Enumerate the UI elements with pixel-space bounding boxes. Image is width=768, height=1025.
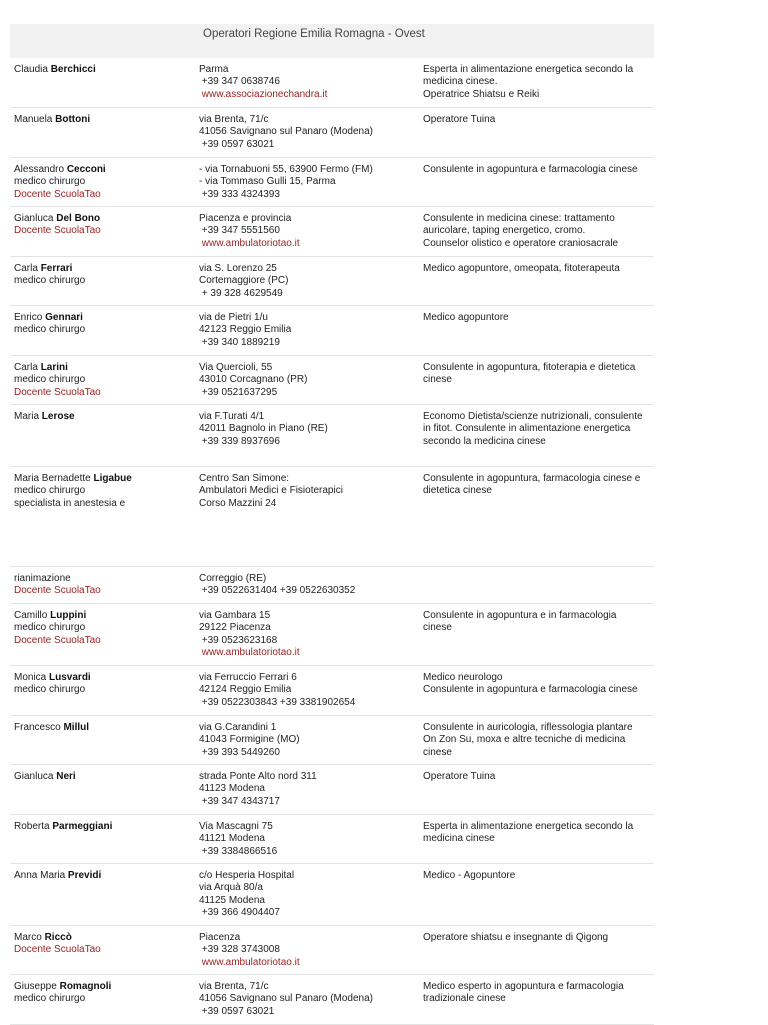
description-text: Consulente in auricologia, riflessologia plantare On Zon Su, moxa e altre tecniche di medicina cinese bbox=[423, 722, 633, 758]
address-line: 41056 Savignano sul Panaro (Modena) bbox=[199, 126, 374, 138]
address-line: +39 0522303843 +39 3381902654 bbox=[199, 696, 356, 708]
section-title: Operatori Regione Emilia Romagna - Ovest bbox=[203, 28, 425, 40]
website-link[interactable]: www.ambulatoriotao.it bbox=[199, 237, 300, 249]
first-name: Manuela bbox=[14, 114, 53, 125]
table-row bbox=[10, 604, 654, 666]
address-cell bbox=[199, 573, 423, 603]
operator-name-cell bbox=[10, 312, 199, 355]
address-line: via Ferruccio Ferrari 6 bbox=[199, 672, 297, 683]
table-row bbox=[10, 158, 654, 207]
description-text: Medico esperto in agopuntura e farmacologia tradizionale cinese bbox=[423, 981, 624, 1005]
address-cell bbox=[199, 610, 423, 665]
website-link[interactable]: www.ambulatoriotao.it bbox=[199, 647, 300, 659]
address-cell bbox=[199, 411, 423, 466]
operator-name bbox=[14, 473, 199, 485]
description-cell bbox=[423, 722, 654, 764]
last-name: Riccò bbox=[44, 932, 72, 943]
operator-name-cell bbox=[10, 64, 199, 107]
last-name: Berchicci bbox=[50, 64, 96, 75]
last-name: Neri bbox=[56, 771, 76, 782]
last-name: Previdi bbox=[67, 870, 102, 881]
table-header bbox=[10, 24, 654, 58]
description-text: Medico - Agopuntore bbox=[423, 870, 516, 881]
address-line: via S. Lorenzo 25 bbox=[199, 263, 277, 274]
table-row bbox=[10, 108, 654, 158]
description-text: Medico neurologo bbox=[423, 672, 503, 683]
operator-name bbox=[14, 411, 199, 423]
last-name: Luppini bbox=[50, 610, 87, 621]
description-cell bbox=[423, 573, 654, 603]
docente-badge[interactable]: Docente ScuolaTao bbox=[14, 386, 101, 398]
address-line: +39 339 8937696 bbox=[199, 435, 280, 447]
operator-name-cell bbox=[10, 932, 199, 974]
description-cell bbox=[423, 64, 654, 107]
address-line: Piacenza bbox=[199, 932, 241, 943]
address-line: +39 340 1889219 bbox=[199, 336, 280, 348]
table-row bbox=[10, 356, 654, 405]
address-cell bbox=[199, 932, 423, 974]
address-line: via Brenta, 71/c bbox=[199, 114, 269, 125]
address-line: via Arquà 80/a bbox=[199, 882, 263, 894]
operator-name bbox=[14, 821, 199, 833]
description-text: Consulente in agopuntura, fitoterapia e dietetica cinese bbox=[423, 362, 636, 386]
operator-role: rianimazione bbox=[14, 573, 71, 584]
address-cell bbox=[199, 114, 423, 157]
description-text: Esperta in alimentazione energetica secondo la medicina cinese bbox=[423, 821, 634, 845]
description-cell bbox=[423, 771, 654, 814]
address-line: Parma bbox=[199, 64, 229, 75]
docente-badge[interactable]: Docente ScuolaTao bbox=[14, 225, 101, 237]
operators-table-page-1 bbox=[10, 58, 654, 517]
address-line: Corso Mazzini 24 bbox=[199, 497, 277, 509]
operator-name bbox=[14, 672, 199, 684]
last-name: Del Bono bbox=[56, 213, 101, 224]
table-row bbox=[10, 765, 654, 815]
last-name: Bottoni bbox=[55, 114, 91, 125]
description-text: Operatrice Shiatsu e Reiki bbox=[423, 88, 540, 100]
address-line: +39 333 4324393 bbox=[199, 188, 280, 200]
address-line: + 39 328 4629549 bbox=[199, 287, 283, 299]
table-row bbox=[10, 666, 654, 716]
last-name: Romagnoli bbox=[59, 981, 112, 992]
address-line: +39 3384866516 bbox=[199, 845, 278, 857]
operator-role: specialista in anestesia e bbox=[14, 497, 126, 509]
last-name: Lerose bbox=[41, 411, 75, 422]
address-cell bbox=[199, 672, 423, 715]
address-line: 41121 Modena bbox=[199, 833, 265, 845]
operator-name-cell bbox=[10, 473, 199, 517]
address-line: 42123 Reggio Emilia bbox=[199, 324, 292, 336]
operator-role: medico chirurgo bbox=[14, 275, 86, 287]
description-cell bbox=[423, 610, 654, 665]
operator-name-cell bbox=[10, 981, 199, 1024]
table-row bbox=[10, 58, 654, 108]
description-cell bbox=[423, 213, 654, 256]
description-text: Economo Dietista/scienze nutrizionali, consulente in fitot. Consulente in alimentazione energetica secondo la medicina cinese bbox=[423, 411, 643, 447]
address-line: via Gambara 15 bbox=[199, 610, 271, 621]
address-line: via G.Carandini 1 bbox=[199, 722, 277, 733]
operator-role: medico chirurgo bbox=[14, 176, 86, 188]
description-cell bbox=[423, 981, 654, 1024]
table-row bbox=[10, 207, 654, 257]
first-name: Anna Maria bbox=[14, 870, 66, 881]
address-cell bbox=[199, 870, 423, 925]
description-text: Operatore shiatsu e insegnante di Qigong bbox=[423, 932, 609, 943]
last-name: Ferrari bbox=[40, 263, 73, 274]
operator-name bbox=[14, 312, 199, 324]
docente-badge[interactable]: Docente ScuolaTao bbox=[14, 634, 101, 646]
table-row bbox=[10, 864, 654, 926]
address-line: 41125 Modena bbox=[199, 894, 265, 906]
address-cell bbox=[199, 473, 423, 517]
operator-name-cell bbox=[10, 821, 199, 863]
operator-role: medico chirurgo bbox=[14, 622, 86, 634]
operator-role: medico chirurgo bbox=[14, 485, 86, 497]
operator-role: medico chirurgo bbox=[14, 324, 86, 336]
description-cell bbox=[423, 473, 654, 517]
last-name: Parmeggiani bbox=[52, 821, 113, 832]
operator-name bbox=[14, 263, 199, 275]
last-name: Lusvardi bbox=[49, 672, 91, 683]
operator-name bbox=[14, 932, 199, 944]
address-line: +39 0521637295 bbox=[199, 386, 278, 398]
address-cell bbox=[199, 821, 423, 863]
address-line: +39 366 4904407 bbox=[199, 907, 280, 919]
docente-badge[interactable]: Docente ScuolaTao bbox=[14, 188, 101, 200]
description-cell bbox=[423, 870, 654, 925]
description-cell bbox=[423, 164, 654, 206]
description-cell bbox=[423, 263, 654, 305]
last-name: Millul bbox=[63, 722, 90, 733]
address-cell bbox=[199, 362, 423, 404]
address-line: +39 0523623168 bbox=[199, 634, 278, 646]
operator-name bbox=[14, 722, 199, 734]
address-line: Via Mascagni 75 bbox=[199, 821, 273, 832]
operator-name bbox=[14, 981, 199, 993]
first-name: Carla bbox=[14, 263, 38, 274]
operator-name-cell bbox=[10, 771, 199, 814]
address-cell bbox=[199, 263, 423, 305]
description-text: Consulente in agopuntura e farmacologia cinese bbox=[423, 684, 638, 696]
first-name: Monica bbox=[14, 672, 47, 683]
first-name: Carla bbox=[14, 362, 38, 373]
operator-name-cell bbox=[10, 362, 199, 404]
operator-role: medico chirurgo bbox=[14, 374, 86, 386]
address-line: c/o Hesperia Hospital bbox=[199, 870, 295, 881]
description-cell bbox=[423, 411, 654, 466]
description-text: Operatore Tuina bbox=[423, 114, 496, 125]
address-line: 43010 Corcagnano (PR) bbox=[199, 374, 308, 386]
address-line: - via Tommaso Gulli 15, Parma bbox=[199, 176, 336, 188]
description-text: Counselor olistico e operatore craniosacrale bbox=[423, 237, 619, 249]
address-line: +39 347 4343717 bbox=[199, 795, 280, 807]
address-line: 42124 Reggio Emilia bbox=[199, 684, 292, 696]
operator-name bbox=[14, 362, 199, 374]
description-text: Consulente in agopuntura e in farmacologia cinese bbox=[423, 610, 617, 634]
address-line: - via Tornabuoni 55, 63900 Fermo (FM) bbox=[199, 164, 373, 175]
table-row bbox=[10, 975, 654, 1025]
last-name: Larini bbox=[40, 362, 68, 373]
address-line: +39 0522631404 +39 0522630352 bbox=[199, 585, 356, 597]
operators-table-page-2 bbox=[10, 566, 654, 1025]
operator-name bbox=[14, 114, 199, 126]
description-cell bbox=[423, 114, 654, 157]
address-line: Ambulatori Medici e Fisioterapici bbox=[199, 485, 343, 497]
operator-name-cell bbox=[10, 722, 199, 764]
address-line: +39 0597 63021 bbox=[199, 1005, 275, 1017]
address-line: 41123 Modena bbox=[199, 783, 265, 795]
address-cell bbox=[199, 64, 423, 107]
table-row bbox=[10, 306, 654, 356]
address-line: Cortemaggiore (PC) bbox=[199, 275, 289, 287]
first-name: Gianluca bbox=[14, 771, 54, 782]
address-line: 41056 Savignano sul Panaro (Modena) bbox=[199, 993, 374, 1005]
address-line: Centro San Simone: bbox=[199, 473, 290, 484]
operator-name-cell bbox=[10, 870, 199, 925]
address-line: +39 393 5449260 bbox=[199, 746, 280, 758]
table-row bbox=[10, 926, 654, 975]
operator-role: medico chirurgo bbox=[14, 684, 86, 696]
description-text: Consulente in medicina cinese: trattamento auricolare, taping energetico, cromo. bbox=[423, 213, 615, 237]
table-row bbox=[10, 567, 654, 604]
description-cell bbox=[423, 932, 654, 974]
address-cell bbox=[199, 312, 423, 355]
operator-name-cell bbox=[10, 672, 199, 715]
address-line: 42011 Bagnolo in Piano (RE) bbox=[199, 423, 328, 435]
operator-name-cell bbox=[10, 573, 199, 603]
docente-badge[interactable]: Docente ScuolaTao bbox=[14, 585, 101, 597]
website-link[interactable]: www.ambulatoriotao.it bbox=[199, 956, 300, 968]
description-cell bbox=[423, 672, 654, 715]
description-text: Consulente in agopuntura e farmacologia cinese bbox=[423, 164, 638, 175]
first-name: Francesco bbox=[14, 722, 61, 733]
description-cell bbox=[423, 312, 654, 355]
first-name: Gianluca bbox=[14, 213, 54, 224]
table-row bbox=[10, 815, 654, 864]
operator-name bbox=[14, 64, 199, 76]
operator-name bbox=[14, 771, 199, 783]
operator-name bbox=[14, 164, 199, 176]
address-cell bbox=[199, 771, 423, 814]
address-line: via Brenta, 71/c bbox=[199, 981, 269, 992]
address-line: Piacenza e provincia bbox=[199, 213, 292, 224]
table-row bbox=[10, 467, 654, 517]
address-cell bbox=[199, 722, 423, 764]
first-name: Maria Bernadette bbox=[14, 473, 91, 484]
operator-name-cell bbox=[10, 411, 199, 466]
last-name: Gennari bbox=[45, 312, 83, 323]
operator-name bbox=[14, 610, 199, 622]
first-name: Claudia bbox=[14, 64, 48, 75]
address-line: via F.Turati 4/1 bbox=[199, 411, 265, 422]
first-name: Camillo bbox=[14, 610, 48, 621]
operator-name-cell bbox=[10, 263, 199, 305]
description-cell bbox=[423, 362, 654, 404]
website-link[interactable]: www.associazionechandra.it bbox=[199, 88, 328, 100]
address-line: strada Ponte Alto nord 311 bbox=[199, 771, 317, 782]
address-line: +39 347 0638746 bbox=[199, 76, 280, 88]
address-cell bbox=[199, 981, 423, 1024]
operator-name-cell bbox=[10, 610, 199, 665]
description-text: Medico agopuntore bbox=[423, 312, 509, 323]
operator-name bbox=[14, 870, 199, 882]
operator-name bbox=[14, 213, 199, 225]
last-name: Cecconi bbox=[66, 164, 106, 175]
table-row bbox=[10, 257, 654, 306]
address-line: Correggio (RE) bbox=[199, 573, 267, 584]
docente-badge[interactable]: Docente ScuolaTao bbox=[14, 944, 101, 956]
address-line: 41043 Formigine (MO) bbox=[199, 734, 300, 746]
description-text: Operatore Tuina bbox=[423, 771, 496, 782]
first-name: Marco bbox=[14, 932, 42, 943]
description-text: Consulente in agopuntura, farmacologia cinese e dietetica cinese bbox=[423, 473, 641, 497]
description-text: Esperta in alimentazione energetica secondo la medicina cinese. bbox=[423, 64, 634, 88]
operator-name-cell bbox=[10, 164, 199, 206]
address-line: 29122 Piacenza bbox=[199, 622, 271, 634]
description-text: Medico agopuntore, omeopata, fitoterapeuta bbox=[423, 263, 620, 274]
operator-name-cell bbox=[10, 213, 199, 256]
operator-role: medico chirurgo bbox=[14, 993, 86, 1005]
operator-name-cell bbox=[10, 114, 199, 157]
address-line: +39 0597 63021 bbox=[199, 138, 275, 150]
table-row bbox=[10, 405, 654, 467]
first-name: Maria bbox=[14, 411, 40, 422]
table-row bbox=[10, 716, 654, 765]
description-cell bbox=[423, 821, 654, 863]
address-cell bbox=[199, 164, 423, 206]
address-line: +39 347 5551560 bbox=[199, 225, 280, 237]
address-line: Via Quercioli, 55 bbox=[199, 362, 273, 373]
first-name: Roberta bbox=[14, 821, 50, 832]
first-name: Enrico bbox=[14, 312, 43, 323]
last-name: Ligabue bbox=[93, 473, 132, 484]
address-cell bbox=[199, 213, 423, 256]
first-name: Alessandro bbox=[14, 164, 65, 175]
address-line: via de Pietri 1/u bbox=[199, 312, 268, 323]
address-line: +39 328 3743008 bbox=[199, 944, 280, 956]
first-name: Giuseppe bbox=[14, 981, 57, 992]
